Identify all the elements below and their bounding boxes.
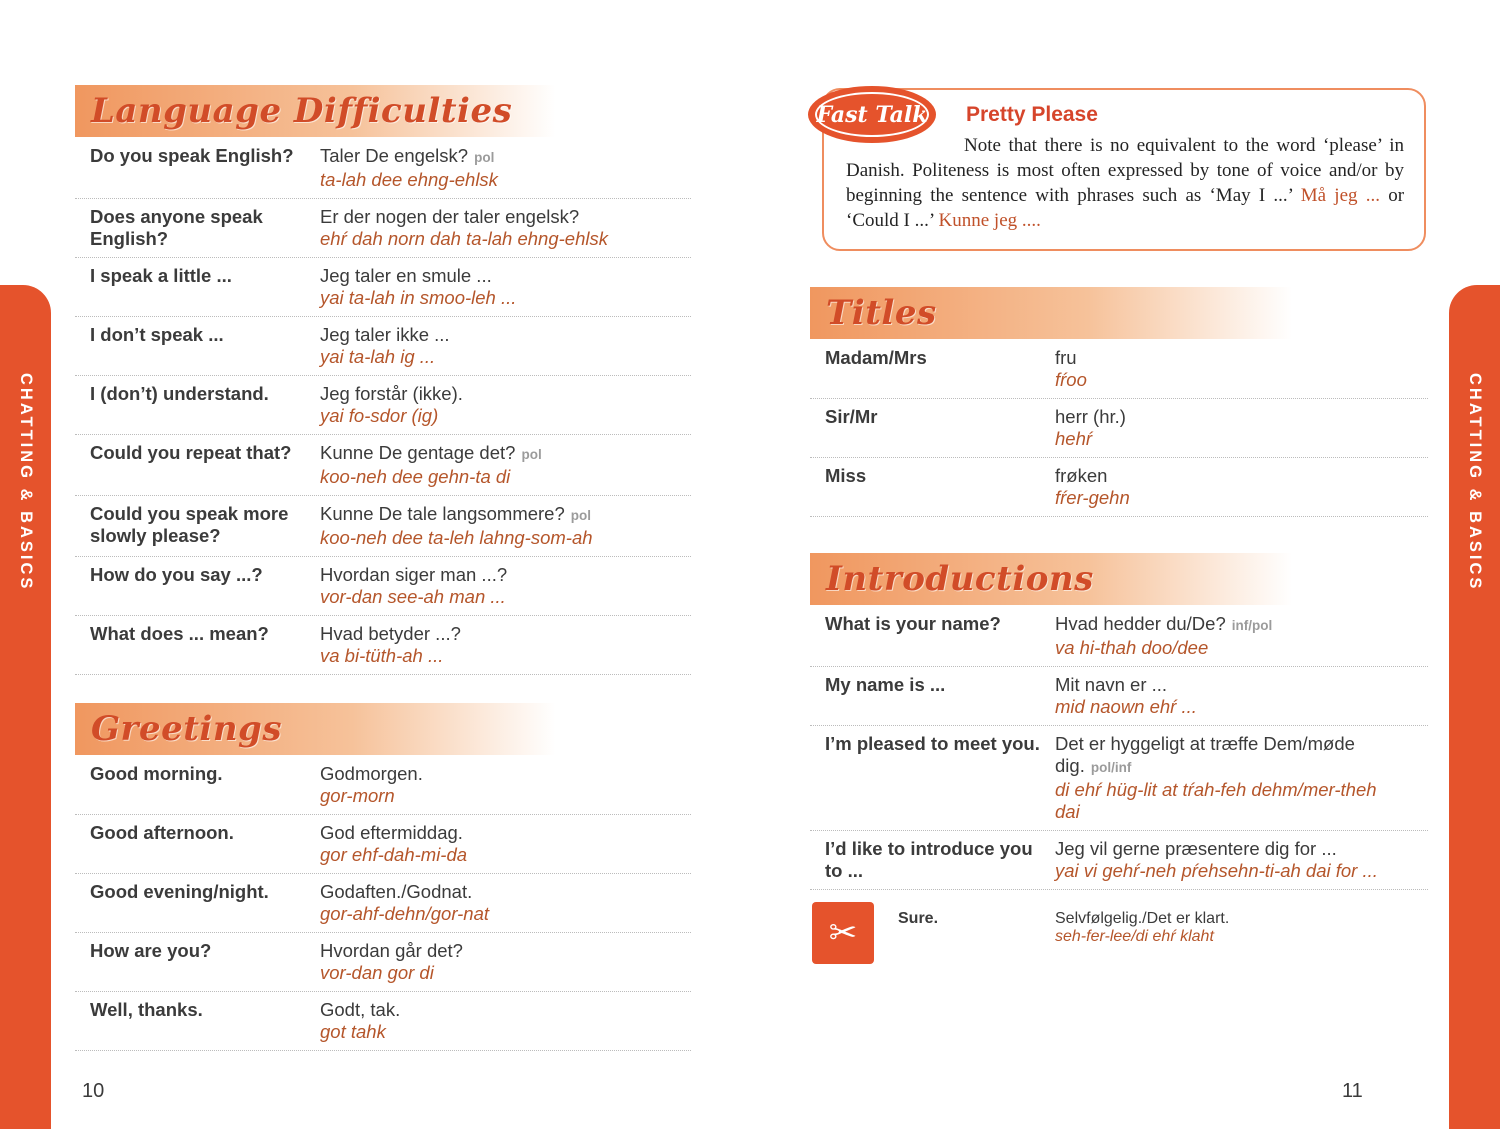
- section-titles: [810, 287, 1428, 517]
- pronunciation: yai ta-lah in smoo-leh ...: [320, 287, 517, 308]
- phrase-row: [75, 138, 691, 199]
- pronunciation: yai ta-lah ig ...: [320, 346, 436, 367]
- english-phrase: My name is ...: [825, 674, 946, 695]
- danish-phrase: Er der nogen der taler engelsk?: [320, 206, 580, 227]
- translation-cell: [1055, 838, 1428, 882]
- pronunciation: gor ehf-dah-mi-da: [320, 844, 468, 865]
- translation-cell: [320, 881, 691, 925]
- danish-phrase: fru: [1055, 347, 1077, 368]
- english-phrase: Do you speak English?: [90, 145, 294, 166]
- danish-phrase: Godt, tak.: [320, 999, 401, 1020]
- translation-cell: [320, 999, 691, 1043]
- left-page-sections: [75, 85, 691, 1051]
- fast-talk-badge-label: Fast Talk: [815, 92, 929, 137]
- pronunciation: hehŕ: [1055, 428, 1093, 449]
- pronunciation: yai vi gehŕ-neh pŕehsehn-ti-ah dai for ...: [1055, 860, 1378, 881]
- section-title: Language Difficulties: [91, 91, 513, 131]
- phrase-table: [75, 756, 691, 1051]
- phrase-row: [75, 376, 691, 435]
- pronunciation: vor-dan gor di: [320, 962, 434, 983]
- english-phrase: What is your name?: [825, 613, 1001, 634]
- phrase-row: [75, 933, 691, 992]
- danish-phrase: God eftermiddag.: [320, 822, 463, 843]
- left-page-number: 10: [82, 1080, 105, 1102]
- pronunciation: seh-fer-lee/di ehŕ klaht: [1055, 928, 1214, 945]
- translation-cell: [320, 623, 691, 667]
- phrase-row: [75, 435, 691, 496]
- danish-phrase: Selvfølgelig./Det er klart.: [1055, 910, 1230, 927]
- phrase-row: [75, 874, 691, 933]
- left-page: [75, 85, 691, 1051]
- pronunciation: koo-neh dee ta-leh lahng-som-ah: [320, 527, 593, 548]
- pronunciation: fŕer-gehn: [1055, 487, 1130, 508]
- danish-phrase: Jeg vil gerne præsentere dig for ...: [1055, 838, 1337, 859]
- pronunciation: ehŕ dah norn dah ta-lah ehng-ehlsk: [320, 228, 608, 249]
- english-phrase: Good afternoon.: [90, 822, 234, 843]
- translation-cell: [1055, 733, 1428, 823]
- translation-cell: [320, 564, 691, 608]
- phrase-row: [810, 831, 1428, 890]
- danish-phrase: Hvordan siger man ...?: [320, 564, 508, 585]
- english-phrase: Well, thanks.: [90, 999, 203, 1020]
- english-phrase: Sure.: [898, 910, 939, 927]
- phrase-table: [810, 606, 1428, 890]
- danish-phrase: Jeg taler ikke ...: [320, 324, 450, 345]
- politeness-tag: pol: [521, 447, 542, 462]
- fast-talk-box: [816, 88, 1426, 251]
- cut-row: [810, 890, 1428, 964]
- section-title: Greetings: [91, 709, 282, 749]
- phrase-row: [810, 399, 1428, 458]
- section-title: Titles: [826, 293, 937, 333]
- section-header: [75, 85, 691, 137]
- danish-phrase: herr (hr.): [1055, 406, 1126, 427]
- translation-cell: [1055, 465, 1428, 509]
- section-language-difficulties: [75, 85, 691, 675]
- phrase-row: [810, 667, 1428, 726]
- english-phrase: I don’t speak ...: [90, 324, 224, 345]
- pronunciation: ta-lah dee ehng-ehlsk: [320, 169, 498, 190]
- danish-phrase: Det er hyggeligt at træffe Dem/møde dig. pol/inf: [1055, 733, 1355, 776]
- fast-talk-body: Note that there is no equivalent to the word ‘please’ in Danish. Politeness is most often expressed by tone of voice and/or by beginning the sentence with phrases such as ‘May I ...’ Må jeg ... or ‘Could I ...’ Kunne jeg ....: [846, 135, 1405, 231]
- english-phrase: Does anyone speak English?: [90, 206, 263, 249]
- translation-cell: [320, 822, 691, 866]
- phrase-row: [75, 992, 691, 1051]
- english-phrase: How do you say ...?: [90, 564, 263, 585]
- english-phrase: Madam/Mrs: [825, 347, 927, 368]
- phrase-row: [75, 616, 691, 675]
- english-phrase: Good morning.: [90, 763, 223, 784]
- right-chapter-tab: [1449, 285, 1500, 1129]
- english-phrase: How are you?: [90, 940, 212, 961]
- phrase-row: [810, 458, 1428, 517]
- phrase-row: [75, 199, 691, 258]
- english-phrase: Sir/Mr: [825, 406, 878, 427]
- phrase-row: [75, 756, 691, 815]
- danish-phrase: Jeg forstår (ikke).: [320, 383, 463, 404]
- english-phrase: I (don’t) understand.: [90, 383, 269, 404]
- scissors-icon: ✂: [812, 902, 874, 964]
- translation-cell: [320, 324, 691, 368]
- translation-cell: [1055, 902, 1428, 946]
- translation-cell: [320, 442, 691, 488]
- pronunciation: fŕoo: [1055, 369, 1087, 390]
- phrase-row: [75, 557, 691, 616]
- pronunciation: yai fo-sdor (ig): [320, 405, 439, 426]
- english-phrase: I speak a little ...: [90, 265, 232, 286]
- phrase-row: [810, 606, 1428, 667]
- danish-phrase: Taler De engelsk? pol: [320, 145, 495, 166]
- pronunciation: va bi-tüth-ah ...: [320, 645, 444, 666]
- politeness-tag: inf/pol: [1231, 618, 1273, 633]
- left-chapter-tab: [0, 285, 51, 1129]
- phrase-row: [75, 815, 691, 874]
- phrase-row: [75, 317, 691, 376]
- section-greetings: [75, 703, 691, 1051]
- phrase-row: [810, 726, 1428, 831]
- pronunciation: va hi-thah doo/dee: [1055, 637, 1209, 658]
- phrase-table: [75, 138, 691, 675]
- phrase-row: [810, 340, 1428, 399]
- pronunciation: mid naown ehŕ ...: [1055, 696, 1197, 717]
- translation-cell: [320, 940, 691, 984]
- right-chapter-tab-label: CHATTING & BASICS: [1466, 373, 1484, 592]
- fast-talk-title: Pretty Please: [966, 103, 1098, 126]
- section-header: [810, 553, 1428, 605]
- danish-phrase: Kunne De tale langsommere? pol: [320, 503, 592, 524]
- translation-cell: [1055, 674, 1428, 718]
- translation-cell: [320, 206, 691, 250]
- danish-phrase: Jeg taler en smule ...: [320, 265, 492, 286]
- english-phrase: Could you repeat that?: [90, 442, 292, 463]
- translation-cell: [320, 145, 691, 191]
- politeness-tag: pol/inf: [1090, 760, 1132, 775]
- danish-phrase: Hvad betyder ...?: [320, 623, 461, 644]
- pronunciation: gor-morn: [320, 785, 395, 806]
- politeness-tag: pol: [474, 150, 495, 165]
- danish-phrase: frøken: [1055, 465, 1108, 486]
- english-phrase: Could you speak more slowly please?: [90, 503, 289, 546]
- pronunciation: gor-ahf-dehn/gor-nat: [320, 903, 490, 924]
- section-header: [810, 287, 1428, 339]
- translation-cell: [320, 383, 691, 427]
- right-page: [810, 85, 1428, 964]
- translation-cell: [1055, 613, 1428, 659]
- english-phrase: I’m pleased to meet you.: [825, 733, 1040, 754]
- translation-cell: [320, 265, 691, 309]
- english-phrase: Miss: [825, 465, 867, 486]
- phrase-row: [75, 496, 691, 557]
- danish-phrase: Mit navn er ...: [1055, 674, 1168, 695]
- translation-cell: [1055, 406, 1428, 450]
- phrase-row: [75, 258, 691, 317]
- english-phrase: I’d like to introduce you to ...: [825, 838, 1033, 881]
- politeness-tag: pol: [570, 508, 592, 523]
- fast-talk-badge: [808, 86, 936, 143]
- english-phrase: What does ... mean?: [90, 623, 269, 644]
- danish-phrase: Hvad hedder du/De? inf/pol: [1055, 613, 1273, 634]
- pronunciation: got tahk: [320, 1021, 386, 1042]
- danish-phrase: Godaften./Godnat.: [320, 881, 473, 902]
- english-phrase: Good evening/night.: [90, 881, 269, 902]
- pronunciation: di ehŕ hüg-lit at tŕah-feh dehm/mer-theh dai: [1055, 779, 1377, 822]
- translation-cell: [320, 763, 691, 807]
- danish-phrase: Godmorgen.: [320, 763, 423, 784]
- left-chapter-tab-label: CHATTING & BASICS: [17, 373, 35, 592]
- section-title: Introductions: [826, 559, 1094, 599]
- danish-phrase: Hvordan går det?: [320, 940, 463, 961]
- phrase-table: [810, 340, 1428, 517]
- translation-cell: [320, 503, 691, 549]
- section-introductions: [810, 553, 1428, 890]
- section-header: [75, 703, 691, 755]
- pronunciation: vor-dan see-ah man ...: [320, 586, 506, 607]
- right-page-number: 11: [1342, 1080, 1363, 1102]
- right-page-sections: [810, 287, 1428, 890]
- translation-cell: [1055, 347, 1428, 391]
- pronunciation: koo-neh dee gehn-ta di: [320, 466, 511, 487]
- danish-phrase: Kunne De gentage det? pol: [320, 442, 542, 463]
